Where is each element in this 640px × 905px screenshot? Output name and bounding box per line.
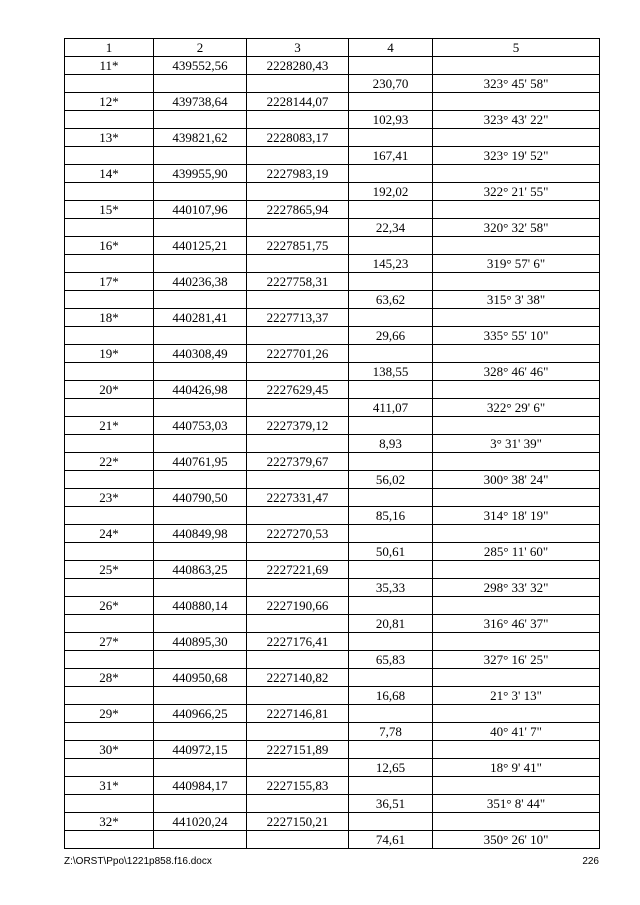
table-cell-col-2: [154, 615, 247, 633]
table-cell-col-3: [247, 723, 349, 741]
table-cell-col-5: 322° 29' 6": [433, 399, 600, 417]
table-cell-col-2: 440863,25: [154, 561, 247, 579]
table-row: [65, 363, 600, 381]
table-cell-col-2: 440972,15: [154, 741, 247, 759]
table-cell-col-5: 18° 9' 41": [433, 759, 600, 777]
table-cell-col-3: 2227701,26: [247, 345, 349, 363]
table-cell-col-4: 230,70: [349, 75, 433, 93]
table-cell-col-3: [247, 687, 349, 705]
table-cell-col-4: [349, 57, 433, 75]
table-cell-col-2: 440950,68: [154, 669, 247, 687]
table-row: [65, 183, 600, 201]
table-row: [65, 615, 600, 633]
table-row: [65, 219, 600, 237]
table-cell-col-4: 192,02: [349, 183, 433, 201]
table-cell-col-1: 13*: [65, 129, 154, 147]
table-cell-col-5: [433, 813, 600, 831]
coordinates-table: [64, 38, 600, 849]
table-row: [65, 111, 600, 129]
table-cell-col-4: [349, 561, 433, 579]
table-cell-col-3: [247, 543, 349, 561]
table-cell-col-3: 2227155,83: [247, 777, 349, 795]
table-cell-col-5: [433, 453, 600, 471]
table-cell-col-3: [247, 435, 349, 453]
table-cell-col-3: 2227221,69: [247, 561, 349, 579]
table-cell-col-2: [154, 543, 247, 561]
table-cell-col-4: 20,81: [349, 615, 433, 633]
table-cell-col-5: [433, 273, 600, 291]
table-cell-col-2: [154, 327, 247, 345]
table-cell-col-1: [65, 219, 154, 237]
table-cell-col-5: 300° 38' 24": [433, 471, 600, 489]
table-cell-col-4: [349, 273, 433, 291]
table-cell-col-2: 440426,98: [154, 381, 247, 399]
table-cell-col-5: 316° 46' 37": [433, 615, 600, 633]
table-cell-col-4: [349, 525, 433, 543]
table-cell-col-1: [65, 579, 154, 597]
table-cell-col-2: 440753,03: [154, 417, 247, 435]
table-cell-col-3: [247, 399, 349, 417]
table-cell-col-5: [433, 489, 600, 507]
table-row: [65, 273, 600, 291]
table-cell-col-4: [349, 129, 433, 147]
table-body: [65, 57, 600, 849]
table-cell-col-3: [247, 75, 349, 93]
table-cell-col-1: 17*: [65, 273, 154, 291]
table-row: [65, 57, 600, 75]
table-row: [65, 651, 600, 669]
table-cell-col-4: [349, 165, 433, 183]
table-cell-col-5: 323° 43' 22": [433, 111, 600, 129]
table-cell-col-4: [349, 309, 433, 327]
table-cell-col-4: 36,51: [349, 795, 433, 813]
table-row: [65, 93, 600, 111]
table-cell-col-1: [65, 651, 154, 669]
table-cell-col-2: [154, 759, 247, 777]
table-cell-col-2: [154, 687, 247, 705]
table-row: [65, 417, 600, 435]
table-cell-col-5: 21° 3' 13": [433, 687, 600, 705]
table-cell-col-1: 28*: [65, 669, 154, 687]
table-cell-col-4: 85,16: [349, 507, 433, 525]
table-cell-col-5: [433, 57, 600, 75]
table-cell-col-4: 8,93: [349, 435, 433, 453]
table-row: [65, 453, 600, 471]
table-cell-col-3: [247, 111, 349, 129]
table-row: [65, 723, 600, 741]
table-cell-col-1: [65, 363, 154, 381]
table-row: [65, 777, 600, 795]
table-cell-col-3: 2227331,47: [247, 489, 349, 507]
table-cell-col-2: [154, 75, 247, 93]
header-col-3: 3: [247, 39, 349, 57]
table-cell-col-1: [65, 183, 154, 201]
table-cell-col-1: 15*: [65, 201, 154, 219]
table-cell-col-5: [433, 525, 600, 543]
table-cell-col-4: [349, 597, 433, 615]
table-cell-col-5: 320° 32' 58": [433, 219, 600, 237]
table-cell-col-1: [65, 471, 154, 489]
table-cell-col-3: 2228083,17: [247, 129, 349, 147]
table-cell-col-4: [349, 741, 433, 759]
table-row: [65, 471, 600, 489]
table-cell-col-4: [349, 237, 433, 255]
table-cell-col-5: 40° 41' 7": [433, 723, 600, 741]
table-cell-col-2: 440281,41: [154, 309, 247, 327]
table-cell-col-5: 323° 45' 58": [433, 75, 600, 93]
table-cell-col-1: [65, 435, 154, 453]
table-cell-col-3: [247, 651, 349, 669]
table-cell-col-3: [247, 579, 349, 597]
table-cell-col-2: [154, 291, 247, 309]
table-cell-col-4: 56,02: [349, 471, 433, 489]
table-cell-col-4: 7,78: [349, 723, 433, 741]
table-cell-col-4: 16,68: [349, 687, 433, 705]
table-cell-col-1: [65, 399, 154, 417]
table-cell-col-5: 298° 33' 32": [433, 579, 600, 597]
table-cell-col-4: [349, 417, 433, 435]
table-cell-col-5: 350° 26' 10": [433, 831, 600, 849]
table-cell-col-1: 19*: [65, 345, 154, 363]
table-cell-col-4: 138,55: [349, 363, 433, 381]
table-cell-col-3: 2227983,19: [247, 165, 349, 183]
table-row: [65, 597, 600, 615]
header-col-4: 4: [349, 39, 433, 57]
table-row: [65, 561, 600, 579]
table-cell-col-4: [349, 345, 433, 363]
table-cell-col-2: 440895,30: [154, 633, 247, 651]
header-col-1: 1: [65, 39, 154, 57]
table-row: [65, 75, 600, 93]
table-cell-col-4: 167,41: [349, 147, 433, 165]
footer-file-path: Z:\ORST\Ppo\1221p858.f16.docx: [64, 856, 212, 867]
table-cell-col-4: [349, 489, 433, 507]
table-row: [65, 435, 600, 453]
table-cell-col-4: 35,33: [349, 579, 433, 597]
table-cell-col-5: [433, 381, 600, 399]
table-cell-col-1: 11*: [65, 57, 154, 75]
table-cell-col-3: 2227851,75: [247, 237, 349, 255]
table-cell-col-4: 411,07: [349, 399, 433, 417]
table-cell-col-2: [154, 579, 247, 597]
table-cell-col-5: [433, 417, 600, 435]
table-row: [65, 741, 600, 759]
table-cell-col-5: 314° 18' 19": [433, 507, 600, 525]
table-cell-col-2: 440790,50: [154, 489, 247, 507]
table-cell-col-1: 18*: [65, 309, 154, 327]
table-row: [65, 525, 600, 543]
table-cell-col-2: [154, 471, 247, 489]
table-cell-col-1: 30*: [65, 741, 154, 759]
table-cell-col-3: 2228144,07: [247, 93, 349, 111]
table-cell-col-5: [433, 777, 600, 795]
table-cell-col-1: 20*: [65, 381, 154, 399]
table-cell-col-2: [154, 651, 247, 669]
table-cell-col-1: 24*: [65, 525, 154, 543]
table-row: [65, 795, 600, 813]
table-cell-col-5: 319° 57' 6": [433, 255, 600, 273]
table-cell-col-5: 328° 46' 46": [433, 363, 600, 381]
table-cell-col-3: [247, 147, 349, 165]
table-cell-col-3: [247, 255, 349, 273]
table-cell-col-1: [65, 327, 154, 345]
table-cell-col-2: [154, 435, 247, 453]
table-cell-col-2: 439955,90: [154, 165, 247, 183]
table-cell-col-1: [65, 255, 154, 273]
table-cell-col-1: 16*: [65, 237, 154, 255]
table-row: [65, 165, 600, 183]
table-cell-col-2: 440984,17: [154, 777, 247, 795]
table-cell-col-4: 50,61: [349, 543, 433, 561]
table-cell-col-4: [349, 669, 433, 687]
table-cell-col-3: [247, 183, 349, 201]
table-cell-col-4: [349, 201, 433, 219]
table-cell-col-3: 2227758,31: [247, 273, 349, 291]
table-cell-col-3: [247, 327, 349, 345]
table-cell-col-1: 21*: [65, 417, 154, 435]
table-cell-col-5: [433, 201, 600, 219]
table-cell-col-2: 440236,38: [154, 273, 247, 291]
table-cell-col-1: 14*: [65, 165, 154, 183]
table-cell-col-4: 65,83: [349, 651, 433, 669]
table-cell-col-5: 285° 11' 60": [433, 543, 600, 561]
table-cell-col-1: 23*: [65, 489, 154, 507]
table-cell-col-4: [349, 813, 433, 831]
table-cell-col-2: 440880,14: [154, 597, 247, 615]
table-cell-col-2: [154, 507, 247, 525]
table-cell-col-2: [154, 363, 247, 381]
table-cell-col-3: [247, 759, 349, 777]
table-row: [65, 687, 600, 705]
table-row: [65, 345, 600, 363]
table-cell-col-3: 2227270,53: [247, 525, 349, 543]
table-row: [65, 633, 600, 651]
table-row: [65, 759, 600, 777]
table-cell-col-3: 2227146,81: [247, 705, 349, 723]
table-cell-col-3: 2227150,21: [247, 813, 349, 831]
table-cell-col-1: [65, 795, 154, 813]
header-col-5: 5: [433, 39, 600, 57]
table-row: [65, 309, 600, 327]
table-cell-col-1: 27*: [65, 633, 154, 651]
table-cell-col-2: 440125,21: [154, 237, 247, 255]
table-cell-col-1: 26*: [65, 597, 154, 615]
table-cell-col-5: [433, 705, 600, 723]
table-cell-col-3: 2227713,37: [247, 309, 349, 327]
table-cell-col-2: 440966,25: [154, 705, 247, 723]
table-cell-col-2: 439552,56: [154, 57, 247, 75]
table-cell-col-1: 22*: [65, 453, 154, 471]
table-cell-col-4: [349, 381, 433, 399]
table-cell-col-2: [154, 831, 247, 849]
table-cell-col-1: [65, 291, 154, 309]
table-cell-col-3: 2227190,66: [247, 597, 349, 615]
table-cell-col-2: [154, 147, 247, 165]
table-cell-col-1: [65, 75, 154, 93]
table-cell-col-4: 29,66: [349, 327, 433, 345]
table-cell-col-4: [349, 633, 433, 651]
table-cell-col-5: [433, 165, 600, 183]
table-row: [65, 129, 600, 147]
table-cell-col-3: 2227629,45: [247, 381, 349, 399]
table-cell-col-3: 2227865,94: [247, 201, 349, 219]
table-cell-col-2: 441020,24: [154, 813, 247, 831]
table-cell-col-3: [247, 291, 349, 309]
table-row: [65, 579, 600, 597]
table-row: [65, 237, 600, 255]
table-cell-col-3: 2227379,67: [247, 453, 349, 471]
table-cell-col-4: [349, 93, 433, 111]
table-row: [65, 669, 600, 687]
table-cell-col-2: [154, 219, 247, 237]
table-row: [65, 813, 600, 831]
table-cell-col-5: 335° 55' 10": [433, 327, 600, 345]
table-cell-col-3: [247, 507, 349, 525]
table-cell-col-2: 439738,64: [154, 93, 247, 111]
table-cell-col-1: [65, 507, 154, 525]
table-row: [65, 291, 600, 309]
table-cell-col-3: [247, 795, 349, 813]
table-cell-col-2: 440849,98: [154, 525, 247, 543]
table-cell-col-3: [247, 831, 349, 849]
table-cell-col-3: [247, 471, 349, 489]
table-cell-col-2: [154, 255, 247, 273]
table-cell-col-3: [247, 615, 349, 633]
table-cell-col-4: 102,93: [349, 111, 433, 129]
table-cell-col-2: [154, 183, 247, 201]
table-row: [65, 381, 600, 399]
table-row: [65, 147, 600, 165]
table-row: [65, 399, 600, 417]
table-row: [65, 507, 600, 525]
table-cell-col-3: 2227176,41: [247, 633, 349, 651]
table-cell-col-5: [433, 633, 600, 651]
header-col-2: 2: [154, 39, 247, 57]
table-cell-col-4: 74,61: [349, 831, 433, 849]
table-cell-col-5: 3° 31' 39": [433, 435, 600, 453]
table-cell-col-1: [65, 687, 154, 705]
table-cell-col-1: [65, 543, 154, 561]
table-cell-col-1: [65, 759, 154, 777]
table-cell-col-2: 440761,95: [154, 453, 247, 471]
table-cell-col-5: 351° 8' 44": [433, 795, 600, 813]
table-row: [65, 543, 600, 561]
table-cell-col-4: [349, 777, 433, 795]
table-cell-col-1: [65, 111, 154, 129]
table-cell-col-5: [433, 129, 600, 147]
table-cell-col-5: 322° 21' 55": [433, 183, 600, 201]
table-cell-col-1: [65, 723, 154, 741]
table-cell-col-4: 12,65: [349, 759, 433, 777]
table-cell-col-3: 2228280,43: [247, 57, 349, 75]
table-cell-col-1: 29*: [65, 705, 154, 723]
table-cell-col-4: 63,62: [349, 291, 433, 309]
table-row: [65, 201, 600, 219]
table-cell-col-4: 22,34: [349, 219, 433, 237]
table-cell-col-3: 2227379,12: [247, 417, 349, 435]
table-cell-col-2: [154, 399, 247, 417]
table-cell-col-2: [154, 111, 247, 129]
table-cell-col-1: 25*: [65, 561, 154, 579]
table-cell-col-5: [433, 237, 600, 255]
table-row: [65, 327, 600, 345]
table-cell-col-4: [349, 705, 433, 723]
table-cell-col-5: [433, 309, 600, 327]
table-cell-col-2: 439821,62: [154, 129, 247, 147]
table-cell-col-5: [433, 93, 600, 111]
table-cell-col-2: [154, 723, 247, 741]
table-row: [65, 831, 600, 849]
table-row: [65, 255, 600, 273]
table-cell-col-2: [154, 795, 247, 813]
table-cell-col-1: [65, 147, 154, 165]
table-cell-col-1: 31*: [65, 777, 154, 795]
table-cell-col-3: [247, 363, 349, 381]
table-cell-col-2: 440107,96: [154, 201, 247, 219]
table-cell-col-2: 440308,49: [154, 345, 247, 363]
table-header-row: [65, 39, 600, 57]
table-cell-col-1: 12*: [65, 93, 154, 111]
table-cell-col-3: 2227140,82: [247, 669, 349, 687]
table-cell-col-5: 327° 16' 25": [433, 651, 600, 669]
table-row: [65, 705, 600, 723]
table-cell-col-5: [433, 561, 600, 579]
table-cell-col-4: [349, 453, 433, 471]
table-cell-col-4: 145,23: [349, 255, 433, 273]
table-cell-col-1: [65, 831, 154, 849]
table-cell-col-1: 32*: [65, 813, 154, 831]
table-cell-col-5: [433, 345, 600, 363]
table-cell-col-3: [247, 219, 349, 237]
table-cell-col-5: [433, 669, 600, 687]
footer-page-number: 226: [582, 856, 599, 867]
table-cell-col-5: [433, 741, 600, 759]
table-cell-col-5: 323° 19' 52": [433, 147, 600, 165]
table-cell-col-3: 2227151,89: [247, 741, 349, 759]
table-cell-col-5: [433, 597, 600, 615]
table-cell-col-1: [65, 615, 154, 633]
table-row: [65, 489, 600, 507]
table-cell-col-5: 315° 3' 38": [433, 291, 600, 309]
